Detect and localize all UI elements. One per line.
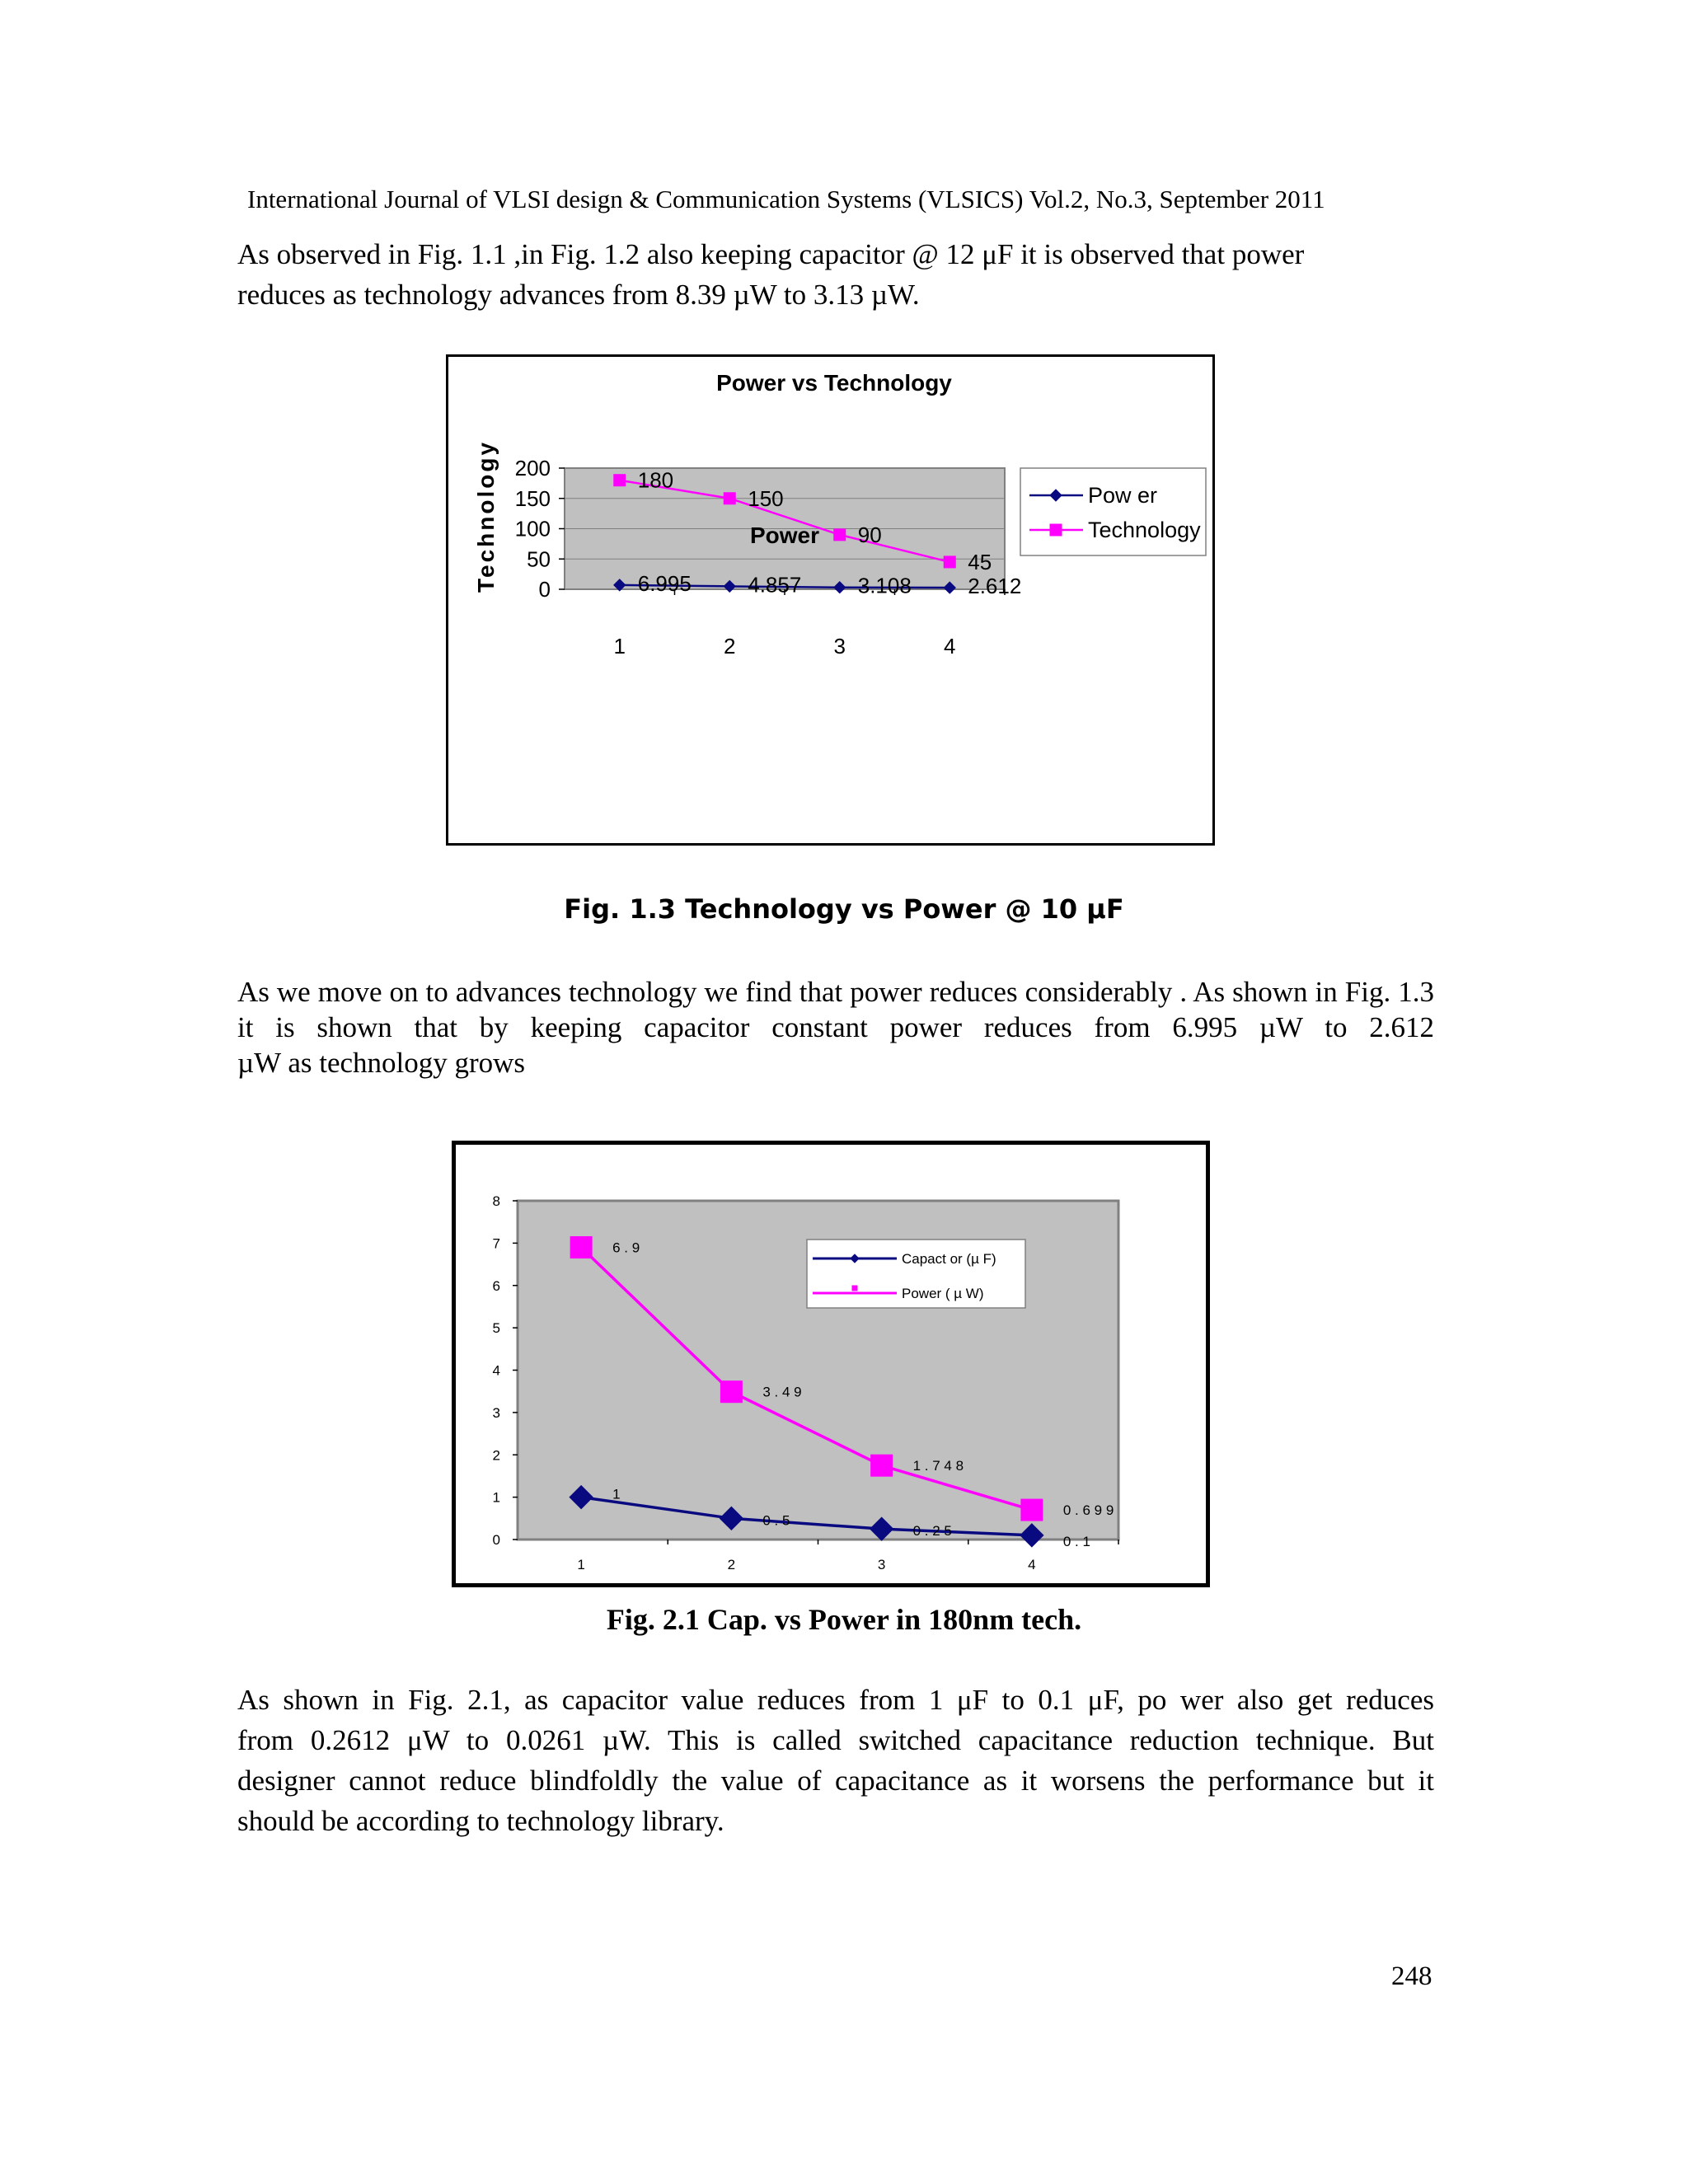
- chart1-data-point: [834, 529, 846, 541]
- chart2-legend-label: Power ( µ W): [902, 1286, 984, 1301]
- chart2-data-label: 6 . 9: [612, 1240, 640, 1256]
- chart2-data-label: 1 . 7 4 8: [912, 1458, 964, 1474]
- journal-header: International Journal of VLSI design & Communication Systems (VLSICS) Vol.2, No.3, September 2011: [247, 185, 1325, 213]
- chart1-x-tick-label: 4: [944, 634, 956, 658]
- chart2-data-label: 3 . 4 9: [762, 1384, 802, 1400]
- chart2-data-point: [570, 1237, 592, 1258]
- chart1-data-point: [724, 493, 735, 504]
- chart1-y-axis-label: Technology: [473, 439, 499, 593]
- paragraph-2-line-1: As we move on to advances technology we find that power reduces considerably . As shown in: [237, 976, 1338, 1008]
- chart1-legend-label: Pow er: [1088, 483, 1158, 508]
- chart1-y-tick-label: 200: [514, 456, 551, 480]
- chart1-legend: [1020, 468, 1206, 555]
- figure-2-1-chart: [456, 1145, 1206, 1583]
- figure-1-3-chart: [448, 357, 1212, 843]
- chart1-data-point: [614, 475, 626, 486]
- figure-1-3-caption: Fig. 1.3 Technology vs Power @ 10 μF: [564, 893, 1124, 925]
- paragraph-1-line-1: As observed in Fig. 1.1 ,in Fig. 1.2 also keeping capacitor @ 12 μF it is observed that power: [237, 238, 1305, 270]
- chart2-legend: [807, 1240, 1025, 1308]
- chart1-title: Power vs Technology: [716, 370, 952, 396]
- paragraph-3-line-3: designer cannot reduce blindfoldly the value of capacitance as it worsens the performance but it: [237, 1765, 1434, 1797]
- chart2-x-tick-label: 4: [1028, 1557, 1036, 1572]
- chart2-y-tick-label: 2: [492, 1447, 500, 1464]
- chart2-y-tick-label: 7: [492, 1235, 500, 1252]
- chart2-data-label: 0 . 1: [1062, 1533, 1090, 1549]
- page-number: 248: [1391, 1961, 1432, 1991]
- chart2-y-tick-label: 8: [492, 1193, 500, 1209]
- chart1-legend-box: [1020, 468, 1206, 555]
- chart2-x-tick-label: 2: [727, 1557, 736, 1572]
- chart2-y-tick-label: 5: [492, 1320, 500, 1337]
- chart1-legend-label: Technology: [1088, 518, 1201, 542]
- chart2-data-label: 0 . 2 5: [912, 1523, 952, 1540]
- chart1-data-label: 180: [637, 467, 674, 493]
- chart1-data-label: 45: [968, 549, 992, 574]
- paragraph-2-line-2: Fig. 1.3 it is shown that by keeping capacitor constant power reduces from 6.995 µW to 2.612: [237, 976, 1434, 1043]
- chart2-data-point: [720, 1381, 742, 1403]
- figure-1-3-frame: [446, 354, 1215, 846]
- chart1-y-tick-label: 0: [538, 577, 551, 602]
- paragraph-3-line-2: from 0.2612 μW to 0.0261 µW. This is called switched capacitance reduction technique. But: [237, 1724, 1434, 1756]
- chart1-data-label: 3.108: [857, 573, 912, 598]
- chart1-y-tick-label: 50: [527, 546, 551, 572]
- chart2-data-label: 0 . 6 9 9: [1062, 1502, 1114, 1519]
- chart2-y-tick-label: 3: [492, 1404, 500, 1421]
- chart2-data-point: [871, 1455, 893, 1476]
- paragraph-3-line-1: As shown in Fig. 2.1, as capacitor value reduces from 1 μF to 0.1 μF, po wer also get reduces: [237, 1684, 1434, 1716]
- chart2-data-label: 1: [612, 1486, 621, 1502]
- paragraph-2-line-3: µW as technology grows: [237, 1047, 526, 1079]
- paragraph-3-line-4: should be according to technology library.: [237, 1805, 724, 1837]
- chart1-data-label: 150: [748, 485, 784, 511]
- chart1-data-label: 6.995: [637, 570, 692, 596]
- chart1-x-tick-label: 3: [833, 634, 846, 658]
- chart2-y-tick-label: 4: [492, 1362, 500, 1379]
- chart1-data-label: 4.857: [748, 572, 802, 598]
- chart2-x-tick-label: 3: [877, 1557, 886, 1572]
- chart1-x-tick-label: 1: [613, 634, 626, 658]
- chart2-legend-label: Capact or (µ F): [902, 1251, 996, 1267]
- chart1-y-tick-label: 100: [514, 516, 551, 541]
- figure-2-1-caption: Fig. 2.1 Cap. vs Power in 180nm tech.: [606, 1603, 1082, 1636]
- chart2-legend-marker: [852, 1286, 857, 1291]
- paragraph-3: [237, 1680, 1434, 1841]
- chart2-y-tick-label: 6: [492, 1277, 500, 1294]
- chart1-data-label: 90: [857, 522, 882, 547]
- chart1-data-point: [944, 556, 955, 568]
- paragraph-1-line-2: reduces as technology advances from 8.39 µW to 3.13 µW.: [237, 279, 920, 311]
- chart1-x-axis-label: Power: [749, 523, 820, 548]
- paragraph-1: [237, 234, 1449, 315]
- paragraph-2: [237, 974, 1434, 1080]
- chart2-data-label: 0 . 5: [762, 1512, 790, 1529]
- chart2-data-point: [1021, 1499, 1043, 1521]
- chart1-data-label: 2.612: [968, 574, 1022, 599]
- chart1-x-tick-label: 2: [724, 634, 736, 658]
- figure-2-1-frame: [452, 1141, 1210, 1587]
- chart2-x-tick-label: 1: [577, 1557, 585, 1572]
- chart1-legend-marker: [1050, 524, 1062, 536]
- chart2-y-tick-label: 0: [492, 1532, 500, 1548]
- chart1-y-tick-label: 150: [514, 485, 551, 511]
- chart2-y-tick-label: 1: [492, 1489, 500, 1506]
